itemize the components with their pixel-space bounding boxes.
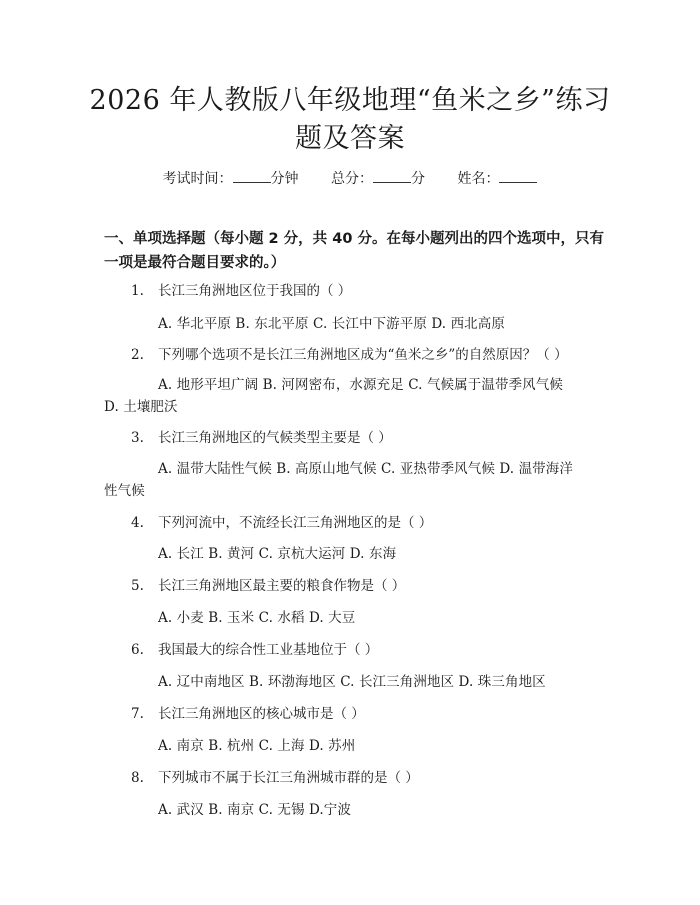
section-heading: 一、单项选择题（每小题 2 分，共 40 分。在每小题列出的四个选项中，只有一项是最符合题目要求的。） <box>104 231 604 271</box>
time-label: 考试时间： <box>162 171 233 187</box>
name-label: 姓名： <box>457 171 500 187</box>
question-2-options: A. 地形平坦广阔 B. 河网密布，水源充足 C. 气候属于温带季风气候 D. 土壤肥沃 <box>104 377 563 415</box>
question-text: 长江三角洲地区的气候类型主要是（ ） <box>158 430 392 446</box>
question-4 <box>131 513 601 533</box>
question-number: 1. <box>131 283 144 299</box>
question-number: 3. <box>131 430 144 446</box>
question-number: 8. <box>131 770 144 786</box>
question-7 <box>131 704 601 724</box>
total-score <box>331 168 425 189</box>
score-label: 总分： <box>331 171 373 187</box>
question-text: 长江三角洲地区的核心城市是（ ） <box>158 706 365 722</box>
question-number: 5. <box>131 578 144 594</box>
question-4-options: A. 长江 B. 黄河 C. 京杭大运河 D. 东海 <box>158 546 397 562</box>
question-3-options: A. 温带大陆性气候 B. 高原山地气候 C. 亚热带季风气候 D. 温带海洋性气候 <box>104 461 573 499</box>
question-8-options: A. 武汉 B. 南京 C. 无锡 D.宁波 <box>158 802 351 818</box>
question-2 <box>131 345 601 365</box>
exam-time <box>163 168 299 189</box>
name-blank <box>499 168 537 183</box>
question-5-options: A. 小麦 B. 玉米 C. 水稻 D. 大豆 <box>158 610 356 626</box>
question-1-options: A. 华北平原 B. 东北平原 C. 长江中下游平原 D. 西北高原 <box>158 316 505 332</box>
title-line-2: 题及答案 <box>295 123 405 154</box>
score-blank <box>373 168 411 183</box>
question-3 <box>131 428 601 448</box>
question-number: 6. <box>131 642 144 658</box>
question-text: 长江三角洲地区位于我国的（ ） <box>158 283 352 299</box>
question-1 <box>131 281 601 301</box>
question-text: 我国最大的综合性工业基地位于（ ） <box>158 642 379 658</box>
question-6 <box>131 640 601 660</box>
exam-info-line <box>0 168 700 189</box>
time-unit: 分钟 <box>270 171 299 187</box>
question-text: 长江三角洲地区最主要的粮食作物是（ ） <box>158 578 406 594</box>
student-name <box>457 168 537 189</box>
question-number: 4. <box>131 515 144 531</box>
question-8 <box>131 768 601 788</box>
question-text: 下列城市不属于长江三角洲城市群的是（ ） <box>158 770 419 786</box>
title-line-1: 2026 年人教版八年级地理“鱼米之乡”练习 <box>89 85 611 116</box>
question-text: 下列河流中，不流经长江三角洲地区的是（ ） <box>158 515 433 531</box>
question-7-options: A. 南京 B. 杭州 C. 上海 D. 苏州 <box>158 738 356 754</box>
question-5 <box>131 576 601 596</box>
score-unit: 分 <box>411 171 425 187</box>
question-6-options: A. 辽中南地区 B. 环渤海地区 C. 长江三角洲地区 D. 珠三角地区 <box>158 674 546 690</box>
time-blank <box>233 168 271 183</box>
question-number: 2. <box>131 347 144 363</box>
document-title <box>60 82 640 158</box>
question-number: 7. <box>131 706 144 722</box>
question-text: 下列哪个选项不是长江三角洲地区成为“鱼米之乡”的自然原因？（ ） <box>158 347 568 363</box>
